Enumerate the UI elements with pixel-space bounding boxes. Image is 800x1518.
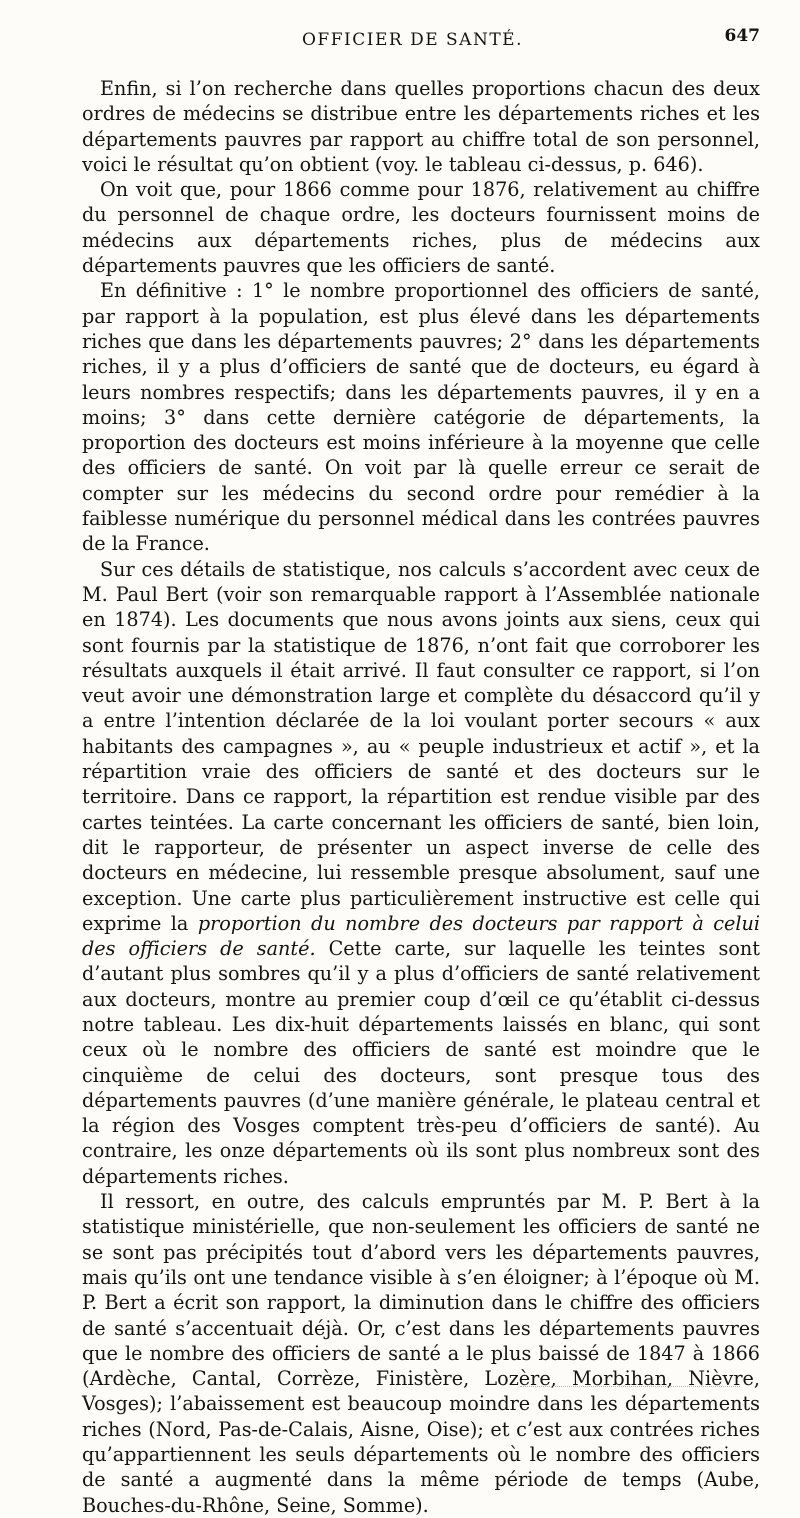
body-text (82, 76, 760, 1518)
running-head (82, 26, 760, 54)
paragraph-5: Il ressort, en outre, des calculs empruntés par M. P. Bert à la statistique ministérielle, que non-seulement les officiers de santé ne se sont pas précipités tout d’abord vers les départements pauvres, mais qu’ils ont une tendance visible à s’en éloigner; à l’époque où M. P. Bert a écrit son rapport, la diminution dans le chiffre des officiers de santé s’accentuait déjà. Or, c’est dans les départements pauvres que le nombre des officiers de santé a le plus baissé de 1847 à 1866 (Ardèche, Cantal, Corrèze, Finistère, Lozère, Morbihan, Nièvre, Vosges); l’abaissement est beaucoup moindre dans les départements riches (Nord, Pas-de-Calais, Aisne, Oise); et c’est aux contrées riches qu’appartiennent les seuls départements où le nombre des officiers de santé a augmenté dans la même période de temps (Aube, Bouches-du-Rhône, Seine, Somme). (82, 1190, 760, 1517)
paragraph-4-italic-phrase: proportion du nombre des docteurs par rapport à celui des officiers de santé. (82, 911, 760, 961)
paragraph-4-text-after: Cette carte, sur laquelle les teintes sont d’autant plus sombres qu’il y a plus d’officiers de santé relativement aux docteurs, montre au premier coup d’œil ce qu’établit ci-dessus notre tableau. Les dix-huit départements laissés en blanc, qui sont ceux où le nombre des officiers de santé est moindre que le cinquième de celui des docteurs, sont presque tous des départements pauvres (d’une manière générale, le plateau central et la région des Vosges comptent très-peu d’officiers de santé). Au contraire, les onze départements où ils sont plus nombreux sont des départements riches. (82, 937, 760, 1188)
scan-speckle-line (520, 1386, 740, 1387)
paragraph-4-text-before: Sur ces détails de statistique, nos calculs s’accordent avec ceux de M. Paul Bert (voir son remarquable rapport à l’Assemblée nationale en 1874). Les documents que nous avons joints aux siens, ceux qui sont fournis par la statistique de 1876, n’ont fait que corroborer les résultats auxquels il était arrivé. Il faut consulter ce rapport, si l’on veut avoir une démonstration large et complète du désaccord qu’il y a entre l’intention déclarée de la loi voulant porter secours « aux habitants des campagnes », au « peuple industrieux et actif », et la répartition vraie des officiers de santé et des docteurs sur le territoire. Dans ce rapport, la répartition est rendue visible par des cartes teintées. La carte concernant les officiers de santé, bien loin, dit le rapporteur, de présenter un aspect inverse de celle des docteurs en médecine, lui ressemble presque absolument, sauf une exception. Une carte plus particulièrement instructive est celle qui exprime la (82, 557, 760, 935)
running-title: OFFICIER DE SANTÉ. (302, 30, 523, 50)
page-number: 647 (724, 26, 760, 46)
paragraph-1: Enfin, si l’on recherche dans quelles proportions chacun des deux ordres de médecins se distribue entre les départements riches et les départements pauvres par rapport au chiffre total de son personnel, voici le résultat qu’on obtient (voy. le tableau ci-dessus, p. 646). (82, 77, 760, 176)
paragraph-2: On voit que, pour 1866 comme pour 1876, relativement au chiffre du personnel de chaque ordre, les docteurs fournissent moins de médecins aux départements riches, plus de médecins aux départements pauvres que les officiers de santé. (82, 178, 760, 278)
paragraph-4 (82, 557, 760, 1189)
paragraph-3: En définitive : 1° le nombre proportionnel des officiers de santé, par rapport à la population, est plus élevé dans les départements riches que dans les départements pauvres; 2° dans les départements riches, il y a plus d’officiers de santé que de docteurs, eu égard à leurs nombres respectifs; dans les départements pauvres, il y en a moins; 3° dans cette dernière catégorie de départements, la proportion des docteurs est moins inférieure à la moyenne que celle des officiers de santé. On voit par là quelle erreur ce serait de compter sur les médecins du second ordre pour remédier à la faiblesse numérique du personnel médical dans les contrées pauvres de la France. (82, 279, 760, 556)
